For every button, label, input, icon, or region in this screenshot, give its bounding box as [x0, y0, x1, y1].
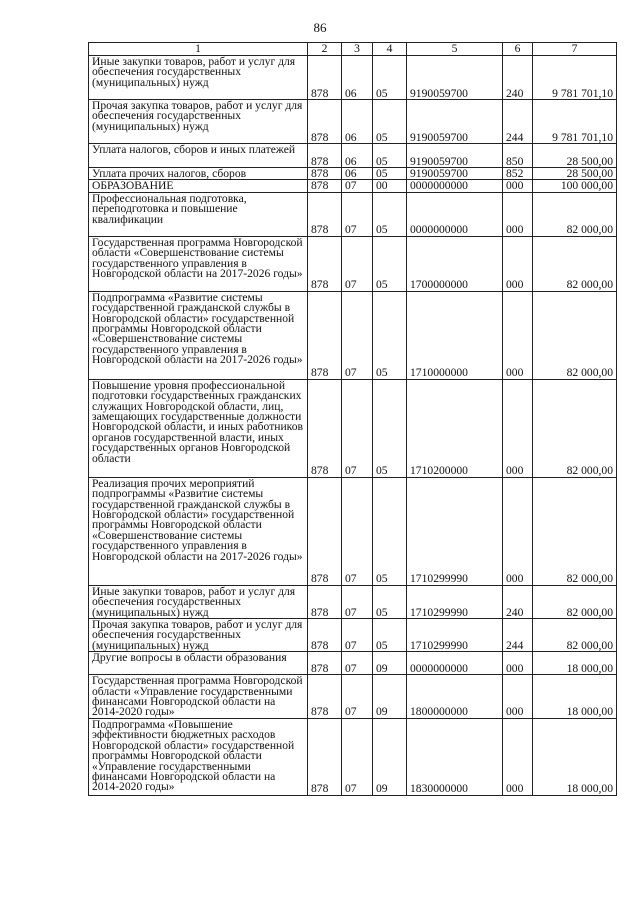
row-name: Уплата прочих налогов, сборов [89, 168, 308, 180]
cell-c5: 9190059700 [407, 56, 503, 100]
cell-c4: 05 [373, 291, 407, 379]
header-cell: 6 [503, 43, 533, 56]
cell-c7: 82 000,00 [533, 192, 617, 236]
cell-c2: 878 [308, 100, 342, 144]
row-name: Прочая закупка товаров, работ и услуг для обеспечения государственных (муниципальных) нужд [89, 619, 308, 652]
cell-c2: 878 [308, 291, 342, 379]
cell-c7: 100 000,00 [533, 180, 617, 192]
cell-c4: 05 [373, 100, 407, 144]
cell-c7: 82 000,00 [533, 619, 617, 652]
cell-c4: 05 [373, 168, 407, 180]
cell-c6: 000 [503, 652, 533, 675]
table-row [89, 718, 617, 795]
header-cell: 5 [407, 43, 503, 56]
table-row [89, 100, 617, 144]
cell-c4: 09 [373, 675, 407, 719]
table-row [89, 192, 617, 236]
header-cell: 3 [342, 43, 373, 56]
cell-c3: 07 [342, 379, 373, 477]
cell-c6: 000 [503, 675, 533, 719]
cell-c3: 06 [342, 56, 373, 100]
cell-c7: 18 000,00 [533, 718, 617, 795]
cell-c5: 9190059700 [407, 168, 503, 180]
cell-c7: 18 000,00 [533, 652, 617, 675]
table-row [89, 291, 617, 379]
table-row [89, 675, 617, 719]
cell-c2: 878 [308, 168, 342, 180]
cell-c3: 07 [342, 291, 373, 379]
cell-c7: 82 000,00 [533, 291, 617, 379]
cell-c3: 06 [342, 168, 373, 180]
cell-c3: 07 [342, 236, 373, 291]
table-row [89, 477, 617, 585]
cell-c2: 878 [308, 379, 342, 477]
cell-c2: 878 [308, 718, 342, 795]
cell-c2: 878 [308, 180, 342, 192]
table-row [89, 585, 617, 618]
cell-c2: 878 [308, 477, 342, 585]
row-name: Государственная программа Новгородской области «Совершенствование системы государственного управления в Новгородской области на 2017-2026 годы» [89, 236, 308, 291]
cell-c7: 82 000,00 [533, 585, 617, 618]
cell-c3: 06 [342, 144, 373, 168]
cell-c4: 05 [373, 477, 407, 585]
cell-c4: 05 [373, 144, 407, 168]
cell-c5: 1700000000 [407, 236, 503, 291]
table-row [89, 56, 617, 100]
cell-c5: 9190059700 [407, 100, 503, 144]
cell-c2: 878 [308, 675, 342, 719]
cell-c2: 878 [308, 192, 342, 236]
cell-c5: 0000000000 [407, 192, 503, 236]
cell-c7: 82 000,00 [533, 477, 617, 585]
cell-c2: 878 [308, 585, 342, 618]
header-row [89, 43, 617, 56]
cell-c6: 850 [503, 144, 533, 168]
cell-c4: 05 [373, 192, 407, 236]
cell-c7: 18 000,00 [533, 675, 617, 719]
row-name: Подпрограмма «Развитие системы государственной гражданской службы в Новгородской области» государственной программы Новгородской области «Совершенствование системы государственного управления в Новгородской области на 2017-2026 годы» [89, 291, 308, 379]
cell-c6: 000 [503, 291, 533, 379]
cell-c6: 000 [503, 379, 533, 477]
table-row [89, 168, 617, 180]
cell-c6: 000 [503, 718, 533, 795]
header-cell: 4 [373, 43, 407, 56]
table-row [89, 652, 617, 675]
cell-c6: 244 [503, 100, 533, 144]
cell-c7: 82 000,00 [533, 379, 617, 477]
cell-c4: 05 [373, 236, 407, 291]
cell-c2: 878 [308, 619, 342, 652]
cell-c6: 244 [503, 619, 533, 652]
cell-c5: 0000000000 [407, 652, 503, 675]
row-name: Государственная программа Новгородской области «Управление государственными финансами Новгородской области на 2014-2020 годы» [89, 675, 308, 719]
cell-c4: 05 [373, 585, 407, 618]
cell-c5: 1710299990 [407, 477, 503, 585]
cell-c3: 07 [342, 718, 373, 795]
cell-c7: 28 500,00 [533, 168, 617, 180]
cell-c6: 852 [503, 168, 533, 180]
cell-c6: 240 [503, 585, 533, 618]
cell-c3: 07 [342, 192, 373, 236]
budget-table [88, 42, 617, 796]
cell-c6: 000 [503, 180, 533, 192]
cell-c3: 07 [342, 652, 373, 675]
page-number: 86 [313, 20, 327, 35]
row-name: Подпрограмма «Повышение эффективности бюджетных расходов Новгородской области» государственной программы Новгородской области «Управление государственными финансами Новгородской области на 2014-2020 годы» [89, 718, 308, 795]
cell-c4: 00 [373, 180, 407, 192]
cell-c2: 878 [308, 236, 342, 291]
row-name: ОБРАЗОВАНИЕ [89, 180, 308, 192]
table-row [89, 379, 617, 477]
header-cell: 2 [308, 43, 342, 56]
cell-c5: 1710299990 [407, 619, 503, 652]
row-name: Прочая закупка товаров, работ и услуг для обеспечения государственных (муниципальных) нужд [89, 100, 308, 144]
header-cell: 7 [533, 43, 617, 56]
row-name: Другие вопросы в области образования [89, 652, 308, 675]
cell-c7: 28 500,00 [533, 144, 617, 168]
cell-c4: 09 [373, 718, 407, 795]
cell-c6: 000 [503, 477, 533, 585]
cell-c2: 878 [308, 56, 342, 100]
cell-c6: 000 [503, 236, 533, 291]
cell-c4: 05 [373, 379, 407, 477]
cell-c3: 07 [342, 675, 373, 719]
cell-c6: 240 [503, 56, 533, 100]
cell-c3: 07 [342, 180, 373, 192]
cell-c2: 878 [308, 144, 342, 168]
table-row [89, 236, 617, 291]
table-row [89, 180, 617, 192]
cell-c2: 878 [308, 652, 342, 675]
cell-c3: 07 [342, 619, 373, 652]
cell-c3: 06 [342, 100, 373, 144]
table-row [89, 144, 617, 168]
cell-c5: 1800000000 [407, 675, 503, 719]
cell-c3: 07 [342, 585, 373, 618]
table-row [89, 619, 617, 652]
cell-c7: 82 000,00 [533, 236, 617, 291]
row-name: Уплата налогов, сборов и иных платежей [89, 144, 308, 168]
cell-c5: 0000000000 [407, 180, 503, 192]
cell-c7: 9 781 701,10 [533, 56, 617, 100]
cell-c5: 1710200000 [407, 379, 503, 477]
row-name: Повышение уровня профессиональной подготовки государственных гражданских служащих Новгородской области, лиц, замещающих государственные должности Новгородской области, и иных работников органов государственной власти, иных государственных органов Новгородской области [89, 379, 308, 477]
cell-c6: 000 [503, 192, 533, 236]
cell-c4: 09 [373, 652, 407, 675]
row-name: Реализация прочих мероприятий подпрограммы «Развитие системы государственной гражданской службы в Новгородской области» государственной программы Новгородской области «Совершенствование системы государственного управления в Новгородской области на 2017-2026 годы» [89, 477, 308, 585]
row-name: Иные закупки товаров, работ и услуг для обеспечения государственных (муниципальных) нужд [89, 56, 308, 100]
cell-c4: 05 [373, 619, 407, 652]
cell-c4: 05 [373, 56, 407, 100]
cell-c5: 1710000000 [407, 291, 503, 379]
cell-c7: 9 781 701,10 [533, 100, 617, 144]
header-cell: 1 [89, 43, 308, 56]
cell-c5: 9190059700 [407, 144, 503, 168]
cell-c5: 1710299990 [407, 585, 503, 618]
row-name: Профессиональная подготовка, переподготовка и повышение квалификации [89, 192, 308, 236]
row-name: Иные закупки товаров, работ и услуг для обеспечения государственных (муниципальных) нужд [89, 585, 308, 618]
cell-c5: 1830000000 [407, 718, 503, 795]
cell-c3: 07 [342, 477, 373, 585]
